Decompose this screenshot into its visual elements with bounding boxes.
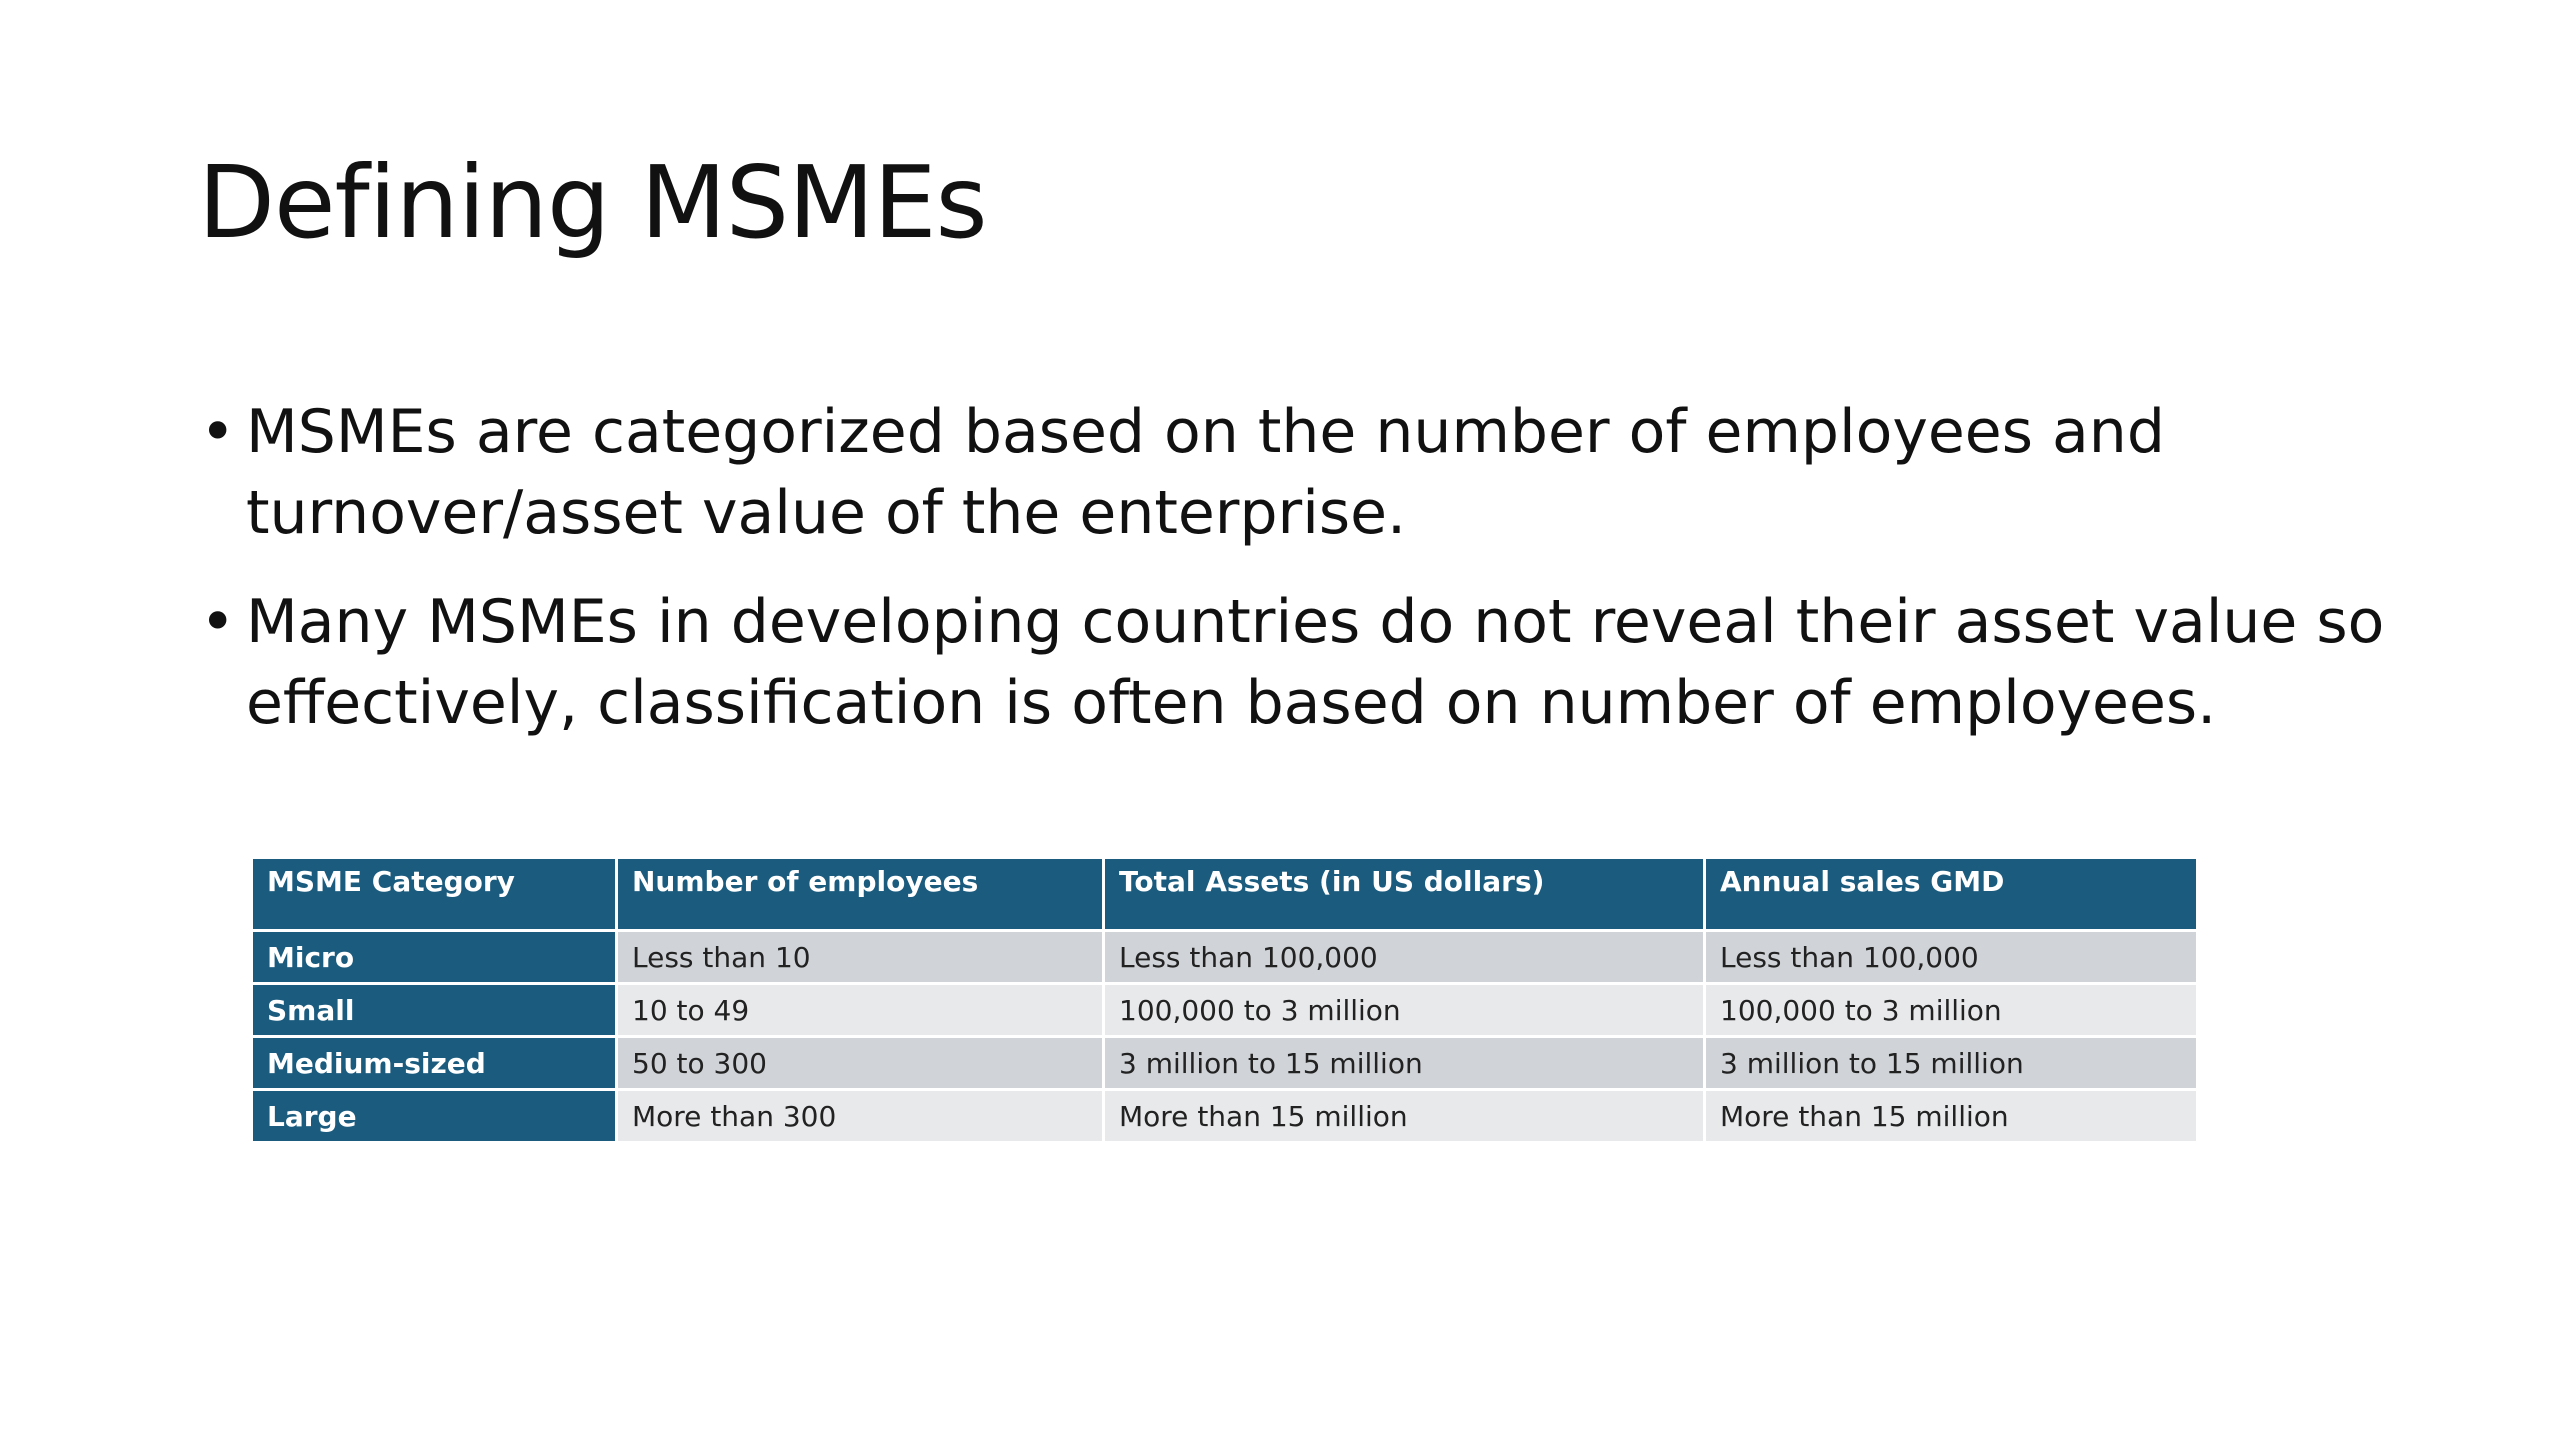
category-cell: Large xyxy=(253,1091,615,1141)
assets-cell: 100,000 to 3 million xyxy=(1105,985,1703,1035)
sales-cell: More than 15 million xyxy=(1706,1091,2196,1141)
employees-cell: 50 to 300 xyxy=(618,1038,1102,1088)
slide-title: Defining MSMEs xyxy=(198,144,987,261)
bullet-icon: • xyxy=(200,587,236,657)
assets-cell: More than 15 million xyxy=(1105,1091,1703,1141)
bullet-icon: • xyxy=(200,397,236,467)
assets-cell: 3 million to 15 million xyxy=(1105,1038,1703,1088)
employees-cell: More than 300 xyxy=(618,1091,1102,1141)
table-header-row xyxy=(253,859,2196,929)
table-row xyxy=(253,1091,2196,1141)
table-row xyxy=(253,985,2196,1035)
bullet-item xyxy=(198,582,2398,744)
table-row xyxy=(253,932,2196,982)
bullet-list xyxy=(198,392,2398,772)
category-cell: Micro xyxy=(253,932,615,982)
employees-cell: 10 to 49 xyxy=(618,985,1102,1035)
employees-cell: Less than 10 xyxy=(618,932,1102,982)
sales-cell: 100,000 to 3 million xyxy=(1706,985,2196,1035)
assets-cell: Less than 100,000 xyxy=(1105,932,1703,982)
bullet-text: Many MSMEs in developing countries do not reveal their asset value so effectively, classification is often based on number of employees. xyxy=(246,587,2385,738)
sales-cell: 3 million to 15 million xyxy=(1706,1038,2196,1088)
table-row xyxy=(253,1038,2196,1088)
header-number-of-employees: Number of employees xyxy=(618,859,1102,929)
category-cell: Medium-sized xyxy=(253,1038,615,1088)
bullet-text: MSMEs are categorized based on the number of employees and turnover/asset value of the enterprise. xyxy=(246,397,2165,548)
msme-table xyxy=(250,856,2199,1144)
header-total-assets: Total Assets (in US dollars) xyxy=(1105,859,1703,929)
bullet-item xyxy=(198,392,2398,554)
sales-cell: Less than 100,000 xyxy=(1706,932,2196,982)
header-annual-sales: Annual sales GMD xyxy=(1706,859,2196,929)
msme-table-container xyxy=(250,856,2184,1144)
header-msme-category: MSME Category xyxy=(253,859,615,929)
category-cell: Small xyxy=(253,985,615,1035)
